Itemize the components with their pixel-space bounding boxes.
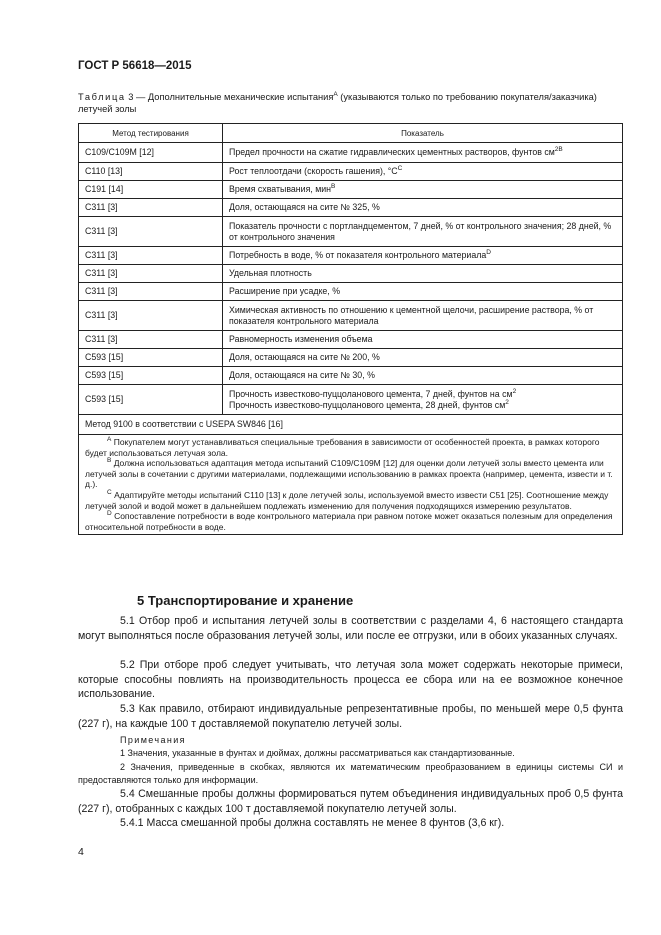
footnote <box>85 511 616 532</box>
column-header-indicator: Показатель <box>223 124 623 143</box>
indicator-cell <box>223 331 623 349</box>
table-row <box>79 247 623 265</box>
method-cell: С311 [3] <box>79 217 223 247</box>
note <box>78 747 623 760</box>
footnote-mark: D <box>486 249 491 256</box>
caption-main: 3 — Дополнительные механические испытания <box>125 92 334 102</box>
indicator-text: Доля, остающаяся на сите № 30, % <box>229 370 375 380</box>
footnote <box>85 458 616 490</box>
table-row <box>79 301 623 331</box>
method-cell: С311 [3] <box>79 331 223 349</box>
footnote-mark: C <box>397 165 403 172</box>
method-cell: С593 [15] <box>79 349 223 367</box>
indicator-cell <box>223 349 623 367</box>
footnote-text: Покупателем могут устанавливаться специальные требования в зависимости от особенностей проекта, в рамках которого будет использоваться летучая зола. <box>85 437 600 458</box>
footnote-text: Адаптируйте методы испытаний С110 [13] к доле летучей золы, используемой вместо извести С51 [25]. Соотношение между летучей золой и водой может в дальнейшем подлежать изменению для получения подходящихся измерению результатов. <box>85 489 609 511</box>
indicator-line: Прочность известково-пуццоланового цемента, 7 дней, фунтов на см <box>229 388 513 399</box>
footnotes-row <box>79 435 623 535</box>
indicator-text: Равномерность изменения объема <box>229 334 373 344</box>
footnote-text: Сопоставление потребности в воде контрольного материала при равном потоке может оказаться полезным для определения относительной потребности в воде. <box>85 511 613 532</box>
table-row <box>79 181 623 199</box>
method-cell: С311 [3] <box>79 247 223 265</box>
paragraph <box>78 658 623 702</box>
method-cell: С109/С109М [12] <box>79 143 223 163</box>
indicator-cell <box>223 385 623 415</box>
indicator-cell <box>223 181 623 199</box>
paragraph <box>78 787 623 816</box>
indicator-text: Доля, остающаяся на сите № 200, % <box>229 352 380 362</box>
indicator-text: Расширение при усадке, % <box>229 286 341 296</box>
indicator-cell <box>223 217 623 247</box>
indicator-cell <box>223 163 623 181</box>
caption-label: Таблица <box>78 92 126 102</box>
note-text: 2 Значения, приведенные в скобках, являются их математическим преобразованием в единицы системы СИ и предоставляются только для информации. <box>78 762 623 785</box>
indicator-text: Показатель прочности с портландцементом, 7 дней, % от контрольного значения; 28 дней, % от контрольного значения <box>229 220 612 242</box>
footnote-mark: D <box>107 510 112 518</box>
table-body <box>79 143 623 385</box>
footnote-text: Должна использоваться адаптация метода испытаний С109/С109М [12] для оценки доли летучей золы вместо цемента или летучей золы в сочетании с другими материалами, подлежащими использованию в рамках проекта (например, цемента, извести и т. д.). <box>85 458 613 490</box>
footnote-mark: B <box>331 183 336 190</box>
note <box>78 761 623 787</box>
indicator-cell <box>223 265 623 283</box>
caption-footnote-mark: A <box>333 91 338 98</box>
method-cell: С311 [3] <box>79 199 223 217</box>
method-cell: С110 [13] <box>79 163 223 181</box>
table-row <box>79 385 623 415</box>
footnotes-list <box>85 437 616 532</box>
indicator-text: Время схватывания, мин <box>229 184 332 194</box>
caption-rest: (указываются только по требованию покупателя/заказчика) летучей золы <box>78 92 597 114</box>
footnote-mark: B <box>107 457 112 465</box>
table-row <box>79 143 623 163</box>
document-header: ГОСТ Р 56618—2015 <box>78 60 192 72</box>
table-row <box>79 163 623 181</box>
indicator-text: Потребность в воде, % от показателя контрольного материала <box>229 250 487 260</box>
footnote-mark: 2B <box>554 146 563 153</box>
method-cell: С311 [3] <box>79 283 223 301</box>
indicator-line: Прочность известково-пуццоланового цемента, 28 дней, фунтов см <box>229 399 506 410</box>
note-text: 1 Значения, указанные в фунтах и дюймах, должны рассматриваться как стандартизованные. <box>120 748 515 758</box>
indicator-cell <box>223 247 623 265</box>
table-caption <box>78 91 623 115</box>
table-header-row <box>79 124 623 143</box>
footnote-mark: 2 <box>512 387 517 395</box>
indicator-text: Химическая активность по отношению к цементной щелочи, расширение раствора, % от показателя контрольного материала <box>229 304 594 326</box>
method-cell: С311 [3] <box>79 301 223 331</box>
footnote-mark: 2 <box>505 398 509 406</box>
footnote-mark: C <box>107 488 112 496</box>
paragraph <box>78 816 623 831</box>
method-cell: С311 [3] <box>79 265 223 283</box>
footnotes-cell <box>79 435 623 535</box>
method-cell: С593 [15] <box>79 385 223 415</box>
tests-table <box>78 123 623 535</box>
table-full-row <box>79 415 623 435</box>
table-row <box>79 331 623 349</box>
table-row <box>79 349 623 367</box>
paragraph <box>78 614 623 643</box>
indicator-cell <box>223 283 623 301</box>
indicator-cell <box>223 301 623 331</box>
indicator-text: Удельная плотность <box>229 268 312 278</box>
indicator-text: Предел прочности на сжатие гидравлических цементных растворов, фунтов см <box>229 147 555 157</box>
indicator-cell <box>223 367 623 385</box>
indicator-cell <box>223 143 623 163</box>
paragraph <box>78 702 623 731</box>
footnote <box>85 437 616 458</box>
footnote <box>85 490 616 511</box>
paragraph-text: 5.4 Смешанные пробы должны формироваться путем объединения индивидуальных проб 0,5 фунта (227 г), отобранных с каждых 100 т доставляемой покупателю летучей золы. <box>78 788 623 815</box>
paragraph-text: 5.4.1 Масса смешанной пробы должна составлять не менее 8 фунтов (3,6 кг). <box>120 817 505 829</box>
paragraph-text: 5.1 Отбор проб и испытания летучей золы в соответствии с разделами 4, 6 настоящего стандарта могут выполняться после образования летучей золы, или после ее отгрузки, или в обоих указанных случаях. <box>78 615 623 642</box>
footnote-mark: A <box>107 436 112 443</box>
full-width-cell: Метод 9100 в соответствии с USEPA SW846 [16] <box>79 415 623 435</box>
paragraph-text: 5.2 При отборе проб следует учитывать, что летучая зола может содержать некоторые примеси, которые способны повлиять на производительность процесса ее сбора или на ее возможное конечное использование. <box>78 659 623 700</box>
table-row <box>79 367 623 385</box>
method-cell: С593 [15] <box>79 367 223 385</box>
paragraph-text: 5.3 Как правило, отбирают индивидуальные репрезентативные пробы, по меньшей мере 0,5 фунта (227 г), на каждые 100 т доставляемой покупателю летучей золы. <box>78 703 623 730</box>
table-row <box>79 199 623 217</box>
table-row <box>79 265 623 283</box>
section-title: 5 Транспортирование и хранение <box>137 593 354 608</box>
table-row <box>79 217 623 247</box>
indicator-text: Доля, остающаяся на сите № 325, % <box>229 202 380 212</box>
table-row <box>79 283 623 301</box>
method-cell: С191 [14] <box>79 181 223 199</box>
column-header-method: Метод тестирования <box>79 124 223 143</box>
notes-heading: Примечания <box>120 735 186 745</box>
indicator-text: Рост теплоотдачи (скорость гашения), °С <box>229 166 398 176</box>
page-number: 4 <box>78 846 84 858</box>
indicator-cell <box>223 199 623 217</box>
